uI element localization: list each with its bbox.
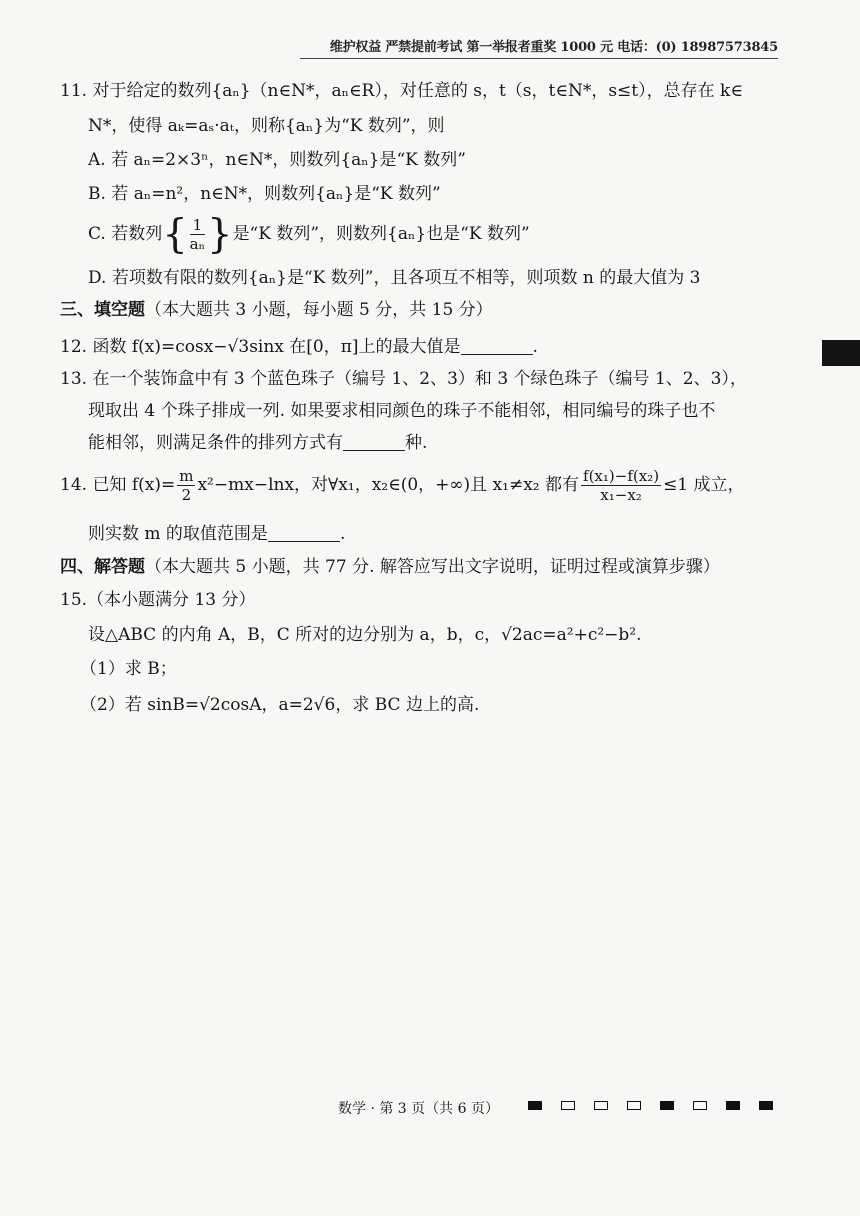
q14-line2-pre: 则实数 m 的取值范围是 [88,524,268,544]
fraction-numerator: f(x₁)−f(x₂) [583,467,660,485]
q13-line3-post: 种. [405,433,428,453]
q13-line2: 现取出 4 个珠子排成一列. 如果要求相同颜色的珠子不能相邻，相同编号的珠子也不 [88,401,716,421]
section-3-heading [60,299,493,321]
fraction-denominator: x₁−x₂ [600,486,642,504]
right-brace-icon: } [207,211,233,258]
left-brace-icon: { [162,211,188,258]
section-4-heading [60,556,720,578]
footer-mark-filled [660,1101,674,1110]
q12-end: . [532,337,538,357]
q12 [60,336,538,358]
fraction-denominator: 2 [181,486,192,504]
q15-stem: 设△ABC 的内角 A，B，C 所对的边分别为 a，b，c，√2ac=a²+c²−b². [88,625,642,645]
footer-mark-empty [693,1101,707,1110]
section-3-note: （本大题共 3 小题，每小题 5 分，共 15 分） [145,300,493,320]
page-footer: 数学 · 第 3 页（共 6 页） [338,1101,499,1117]
q11-option-b: B. 若 aₙ=n²，n∈N*，则数列{aₙ}是“K 数列” [88,184,441,204]
q15-title: 15.（本小题满分 13 分） [60,590,256,610]
section-4-title: 四、解答题 [60,557,145,577]
footer-mark-empty [594,1101,608,1110]
q11-option-c-suffix: 是“K 数列”，则数列{aₙ}也是“K 数列” [232,224,530,244]
q14-suffix: ≤1 成立， [663,475,745,495]
q14-line2-end: . [339,524,346,544]
q11-option-a: A. 若 aₙ=2×3ⁿ，n∈N*，则数列{aₙ}是“K 数列” [88,150,466,170]
q12-text: 12. 函数 f(x)=cosx−√3sinx 在[0，π]上的最大值是 [60,337,461,357]
section-3-title: 三、填空题 [60,300,145,320]
q13-line3-pre: 能相邻，则满足条件的排列方式有 [88,433,343,453]
q15-part-1: （1）求 B； [80,659,177,679]
footer-mark-empty [561,1101,575,1110]
q14-middle: x²−mx−lnx，对∀x₁，x₂∈(0，+∞)且 x₁≠x₂ 都有 [197,475,580,495]
q14-line2 [88,523,345,545]
fraction-numerator: 1 [190,216,205,235]
footer-marks [528,1101,792,1110]
answer-blank [461,338,533,355]
footer-mark-filled [726,1101,740,1110]
q14-line1 [60,463,745,507]
q11-option-c [88,211,530,258]
q13-line3 [88,432,427,454]
footer-mark-empty [627,1101,641,1110]
q11-option-c-fraction [190,216,205,253]
q14-fraction-1 [177,467,195,504]
q11-option-c-prefix: C. 若数列 [88,224,163,244]
fraction-numerator: m [179,467,194,485]
q11-line1: 11. 对于给定的数列{aₙ}（n∈N*，aₙ∈R），对任意的 s，t（s，t∈N*，s≤t），总存在 k∈ [60,81,743,101]
footer-mark-filled [528,1101,542,1110]
q14-fraction-2 [581,467,661,504]
q11-option-d: D. 若项数有限的数列{aₙ}是“K 数列”，且各项互不相等，则项数 n 的最大值为 3 [88,268,701,288]
fraction-denominator: aₙ [189,235,206,253]
page-header: 维护权益 严禁提前考试 第一举报者重奖 1000 元 电话：(0) 18987573845 [300,36,778,59]
section-4-note: （本大题共 5 小题，共 77 分. 解答应写出文字说明，证明过程或演算步骤） [145,557,720,577]
q11-line2: N*，使得 aₖ=aₛ·aₜ，则称{aₙ}为“K 数列”，则 [88,116,445,136]
q14-prefix: 14. 已知 f(x)= [60,475,176,495]
q13-line1: 13. 在一个装饰盒中有 3 个蓝色珠子（编号 1、2、3）和 3 个绿色珠子（编号 1、2、3）， [60,369,747,389]
answer-blank [343,434,405,451]
side-tab-mark [822,340,860,366]
answer-blank [268,525,340,542]
footer-mark-filled [759,1101,773,1110]
q15-part-2: （2）若 sinB=√2cosA，a=2√6，求 BC 边上的高. [80,695,480,715]
